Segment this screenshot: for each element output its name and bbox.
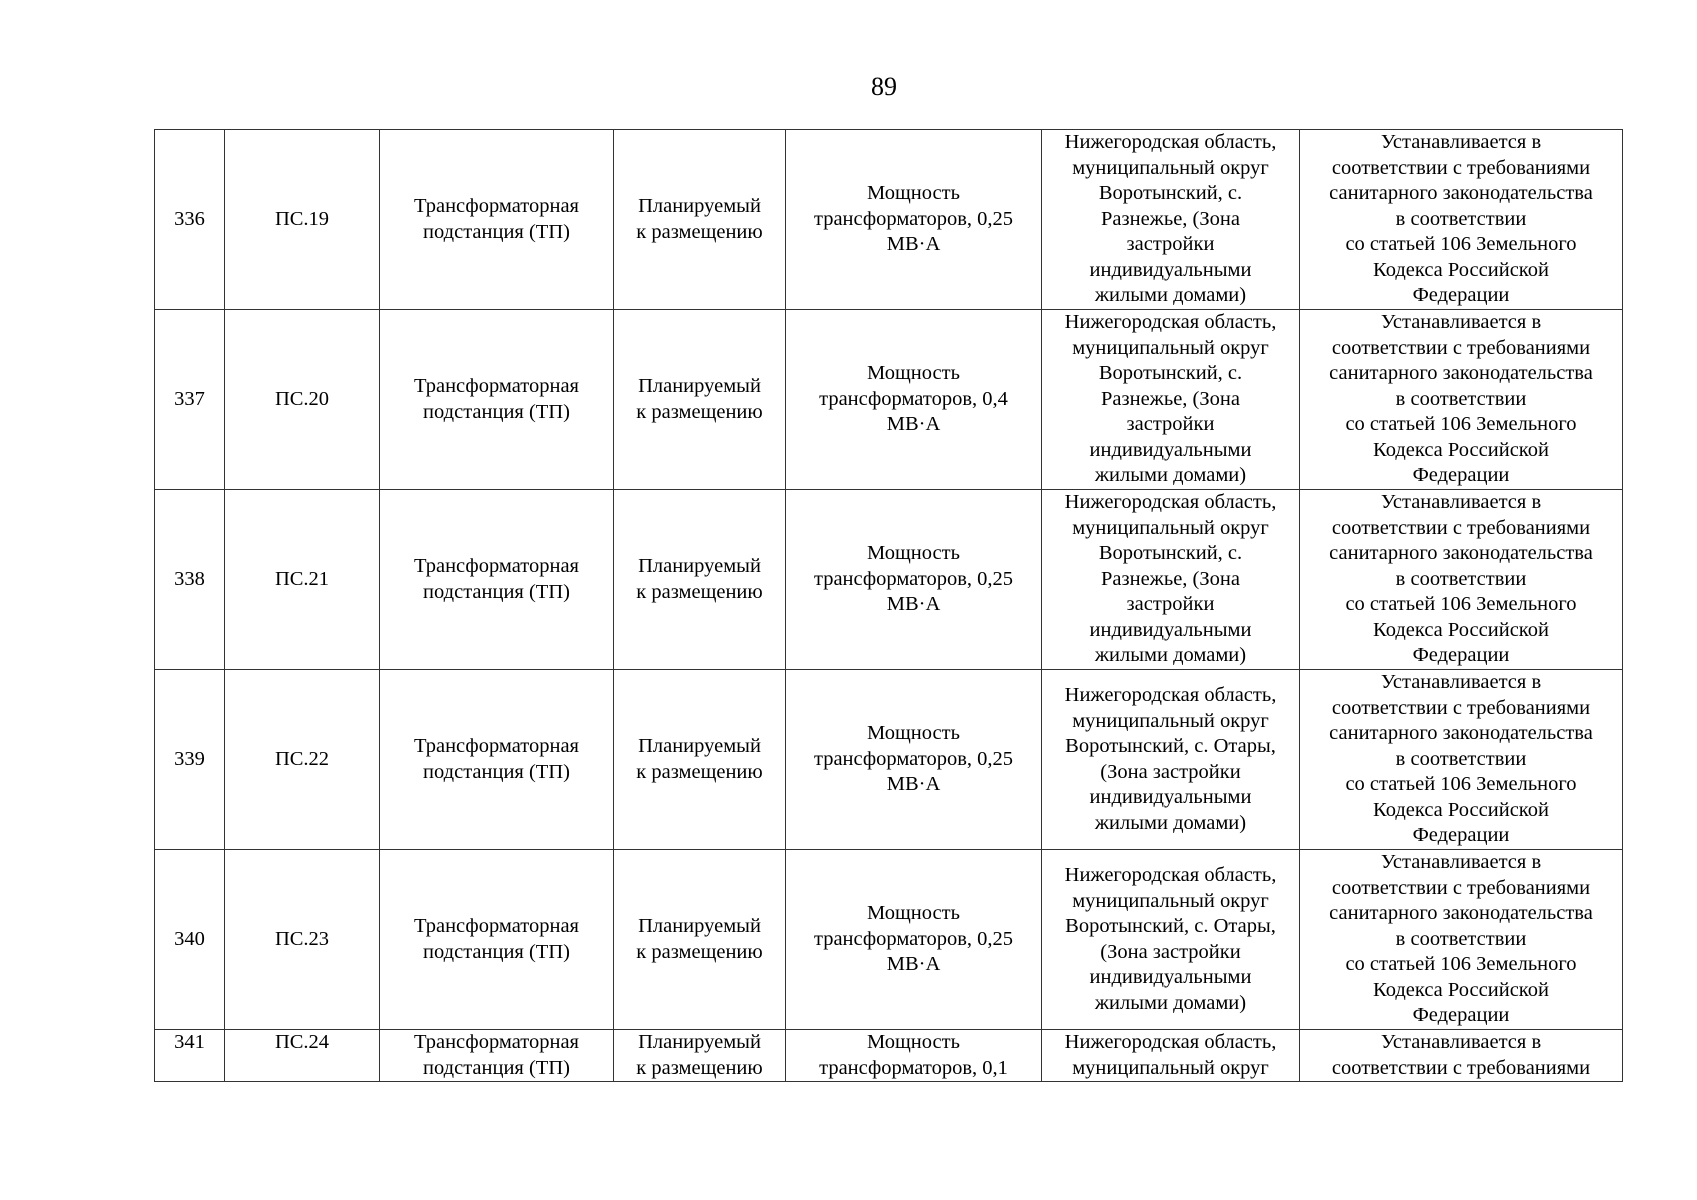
row-number-cell xyxy=(155,670,225,850)
object-name-cell xyxy=(380,130,614,310)
protection-zone-cell xyxy=(1300,130,1623,310)
object-code-text: ПС.19 xyxy=(274,207,330,230)
object-code-cell xyxy=(225,130,380,310)
row-number-text: 341 xyxy=(174,1031,205,1053)
object-characteristics-cell xyxy=(786,670,1042,850)
protection-zone-cell xyxy=(1300,1030,1623,1082)
object-code-text: ПС.21 xyxy=(274,567,330,590)
object-location-cell xyxy=(1042,490,1300,670)
table-row xyxy=(155,130,1623,310)
object-characteristics-text: Мощность трансформаторов, 0,25 МВ·А xyxy=(814,182,1013,256)
object-status-text: Планируемый к размещению xyxy=(636,555,763,603)
object-status-cell xyxy=(614,130,786,310)
object-name-text: Трансформаторная подстанция (ТП) xyxy=(414,555,579,603)
table-row xyxy=(155,670,1623,850)
protection-zone-text: Устанавливается в соответствии с требованиями санитарного законодательства в соответствии со статьей 106 Земельного Кодекса Российской Федерации xyxy=(1329,671,1593,847)
object-code-text: ПС.22 xyxy=(274,747,330,770)
object-location-cell xyxy=(1042,310,1300,490)
object-location-text: Нижегородская область, муниципальный округ Воротынский, с. Разнежье, (Зона застройки индивидуальными жилыми домами) xyxy=(1064,131,1277,307)
object-name-text: Трансформаторная подстанция (ТП) xyxy=(414,375,579,423)
row-number-text: 340 xyxy=(174,927,205,950)
object-name-cell xyxy=(380,850,614,1030)
object-status-cell xyxy=(614,670,786,850)
protection-zone-text: Устанавливается в соответствии с требованиями санитарного законодательства в соответствии со статьей 106 Земельного Кодекса Российской Федерации xyxy=(1329,491,1593,667)
object-location-text: Нижегородская область, муниципальный округ Воротынский, с. Отары, (Зона застройки индивидуальными жилыми домами) xyxy=(1064,864,1277,1014)
object-code-cell xyxy=(225,670,380,850)
row-number-text: 337 xyxy=(174,387,205,410)
object-name-text: Трансформаторная подстанция (ТП) xyxy=(414,915,579,963)
object-characteristics-cell xyxy=(786,490,1042,670)
object-characteristics-cell xyxy=(786,130,1042,310)
protection-zone-text: Устанавливается в соответствии с требованиями санитарного законодательства в соответствии со статьей 106 Земельного Кодекса Российской Федерации xyxy=(1329,311,1593,487)
object-status-text: Планируемый к размещению xyxy=(636,735,763,783)
row-number-cell xyxy=(155,1030,225,1082)
object-name-cell xyxy=(380,1030,614,1082)
table-row xyxy=(155,850,1623,1030)
object-location-cell xyxy=(1042,130,1300,310)
object-code-cell xyxy=(225,850,380,1030)
object-code-cell xyxy=(225,1030,380,1082)
object-status-cell xyxy=(614,310,786,490)
object-name-cell xyxy=(380,310,614,490)
table-row xyxy=(155,310,1623,490)
object-characteristics-text: Мощность трансформаторов, 0,1 xyxy=(819,1031,1008,1079)
object-code-text: ПС.24 xyxy=(274,1031,330,1053)
object-name-cell xyxy=(380,490,614,670)
page-number: 89 xyxy=(871,72,897,101)
object-code-cell xyxy=(225,490,380,670)
protection-zone-cell xyxy=(1300,490,1623,670)
object-name-text: Трансформаторная подстанция (ТП) xyxy=(414,1031,579,1079)
table-row xyxy=(155,490,1623,670)
object-code-text: ПС.23 xyxy=(274,927,330,950)
object-characteristics-text: Мощность трансформаторов, 0,25 МВ·А xyxy=(814,902,1013,976)
object-status-cell xyxy=(614,850,786,1030)
object-characteristics-cell xyxy=(786,1030,1042,1082)
object-name-text: Трансформаторная подстанция (ТП) xyxy=(414,735,579,783)
protection-zone-cell xyxy=(1300,850,1623,1030)
object-code-cell xyxy=(225,310,380,490)
table-row xyxy=(155,1030,1623,1082)
facilities-table xyxy=(154,129,1623,1082)
table-body xyxy=(155,130,1623,1082)
object-location-cell xyxy=(1042,850,1300,1030)
object-location-cell xyxy=(1042,670,1300,850)
object-characteristics-cell xyxy=(786,850,1042,1030)
row-number-cell xyxy=(155,310,225,490)
row-number-cell xyxy=(155,130,225,310)
protection-zone-text: Устанавливается в соответствии с требованиями санитарного законодательства в соответствии со статьей 106 Земельного Кодекса Российской Федерации xyxy=(1329,851,1593,1027)
object-characteristics-cell xyxy=(786,310,1042,490)
object-status-cell xyxy=(614,490,786,670)
object-status-text: Планируемый к размещению xyxy=(636,1031,763,1079)
object-location-text: Нижегородская область, муниципальный округ xyxy=(1064,1031,1277,1079)
protection-zone-text: Устанавливается в соответствии с требованиями xyxy=(1331,1031,1591,1079)
object-location-text: Нижегородская область, муниципальный округ Воротынский, с. Отары, (Зона застройки индивидуальными жилыми домами) xyxy=(1064,684,1277,834)
object-status-text: Планируемый к размещению xyxy=(636,915,763,963)
object-location-text: Нижегородская область, муниципальный округ Воротынский, с. Разнежье, (Зона застройки индивидуальными жилыми домами) xyxy=(1064,311,1277,487)
protection-zone-cell xyxy=(1300,670,1623,850)
object-status-text: Планируемый к размещению xyxy=(636,195,763,243)
object-status-text: Планируемый к размещению xyxy=(636,375,763,423)
object-name-text: Трансформаторная подстанция (ТП) xyxy=(414,195,579,243)
object-code-text: ПС.20 xyxy=(274,387,330,410)
object-characteristics-text: Мощность трансформаторов, 0,25 МВ·А xyxy=(814,722,1013,796)
row-number-text: 339 xyxy=(174,747,205,770)
object-status-cell xyxy=(614,1030,786,1082)
row-number-text: 338 xyxy=(174,567,205,590)
object-characteristics-text: Мощность трансформаторов, 0,4 МВ·А xyxy=(819,362,1008,436)
object-location-cell xyxy=(1042,1030,1300,1082)
object-location-text: Нижегородская область, муниципальный округ Воротынский, с. Разнежье, (Зона застройки индивидуальными жилыми домами) xyxy=(1064,491,1277,667)
row-number-cell xyxy=(155,490,225,670)
protection-zone-text: Устанавливается в соответствии с требованиями санитарного законодательства в соответствии со статьей 106 Земельного Кодекса Российской Федерации xyxy=(1329,131,1593,307)
protection-zone-cell xyxy=(1300,310,1623,490)
row-number-cell xyxy=(155,850,225,1030)
object-characteristics-text: Мощность трансформаторов, 0,25 МВ·А xyxy=(814,542,1013,616)
row-number-text: 336 xyxy=(174,207,205,230)
object-name-cell xyxy=(380,670,614,850)
